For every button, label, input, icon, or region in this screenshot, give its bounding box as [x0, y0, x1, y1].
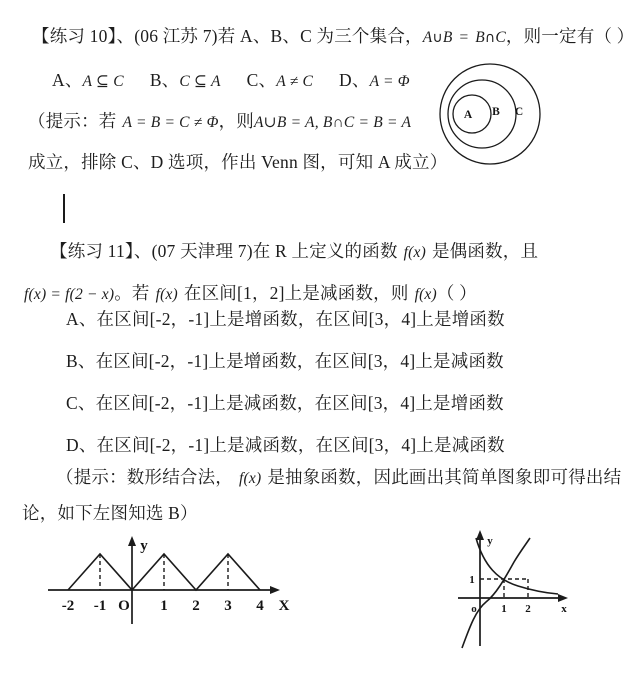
exercise11-heading-prefix: 【练习 11】、	[50, 241, 152, 261]
exercise10-stem-after: ，则一定有（ ）	[505, 26, 635, 46]
exercise10-hint-line1	[28, 113, 411, 131]
exercise11-hint-fx: f(x)	[239, 470, 262, 487]
exercise11-stem-line2-formula: f(x) = f(2 − x)	[24, 286, 115, 303]
exercise10-option-a-label: A、	[52, 70, 83, 90]
exercise11-option-d-label: D、	[66, 435, 97, 455]
exercise10-formula-a: A	[422, 29, 433, 46]
right-graph-tick-y1: 1	[469, 574, 475, 586]
right-graph-tick-x1: 1	[501, 603, 507, 615]
exercise11-option-a-label: A、	[66, 309, 97, 329]
venn-label-a: A	[463, 109, 473, 121]
intersection-operator-icon: ∩	[484, 30, 496, 46]
exercise10-hint-formula2: A∪B = A, B∩C = B = A	[253, 114, 412, 131]
exercise10-option-c-text: A ≠ C	[276, 73, 314, 90]
right-graph-tick-x2: 2	[525, 603, 531, 615]
left-graph-tick-4: 4	[256, 598, 264, 614]
left-graph-origin-label: O	[118, 598, 130, 614]
exercise10-option-b-label: B、	[149, 70, 180, 90]
right-graph-y-arrow-icon	[476, 530, 484, 540]
exercise11-option-d	[66, 437, 505, 455]
venn-circle-outer	[440, 64, 540, 164]
exercise11-option-c	[66, 395, 504, 413]
exercise11-option-d-text: 在区间[-2，-1]上是减函数，在区间[3，4]上是减函数	[96, 435, 505, 455]
right-graph-figure	[448, 522, 598, 652]
left-graph-tick-1: 1	[160, 598, 168, 614]
text-cursor-caret	[63, 194, 65, 223]
exercise11-option-a-text: 在区间[-2，-1]上是增函数，在区间[3，4]上是增函数	[96, 309, 505, 329]
left-graph-tick--1: -1	[93, 598, 107, 614]
exercise10-hint-line1-a: （提示：若	[28, 111, 117, 131]
exercise11-heading-line	[50, 243, 538, 261]
exercise10-option-d-text: A = Φ	[369, 73, 410, 90]
exercise10-option-c-label: C、	[246, 70, 277, 90]
exercise11-stem-line1-fx: f(x)	[403, 244, 426, 261]
left-graph-tick-2: 2	[192, 598, 200, 614]
exercise10-formula-c: B	[475, 29, 485, 46]
exercise11-option-b	[66, 353, 504, 371]
left-graph-y-axis-label: y	[140, 538, 148, 554]
exercise11-stem-line2-fx2: f(x)	[414, 286, 437, 303]
exercise10-hint-line1-b: ，则	[218, 111, 254, 131]
right-graph-origin-label: o	[471, 603, 477, 615]
left-graph-figure	[40, 528, 290, 628]
venn-label-c: C	[514, 106, 524, 118]
exercise11-stem-line2	[24, 285, 477, 303]
venn-label-b: B	[492, 106, 500, 118]
exercise10-formula-d: C	[495, 29, 506, 46]
right-graph-increasing-curve	[462, 538, 530, 648]
exercise10-heading-line	[32, 28, 634, 46]
exercise10-formula-eq: =	[458, 29, 470, 46]
left-graph-tick--2: -2	[61, 598, 75, 614]
exercise11-stem-line2-a: 。若	[114, 283, 150, 303]
right-graph-x-axis-label: x	[561, 603, 567, 615]
union-operator-icon: ∪	[432, 30, 443, 46]
exercise11-stem-line2-c: （ ）	[436, 283, 477, 303]
exercise11-hint-line1	[56, 469, 621, 487]
left-graph-tick-3: 3	[224, 598, 232, 614]
exercise11-stem-line2-fx: f(x)	[155, 286, 178, 303]
exercise10-hint-formula1: A = B = C ≠ Φ	[122, 114, 219, 131]
exercise11-option-c-text: 在区间[-2，-1]上是减函数，在区间[3，4]上是增函数	[95, 393, 504, 413]
left-graph-x-arrow-icon	[270, 586, 280, 594]
exercise11-stem-line1-b: 是偶函数，且	[431, 241, 539, 261]
exercise10-option-a-text: A ⊆ C	[82, 73, 124, 90]
exercise10-formula-b: B	[442, 29, 453, 46]
exercise10-options-row	[52, 72, 410, 90]
exercise11-option-a	[66, 311, 505, 329]
exercise11-stem-line2-b: 在区间[1，2]上是减函数，则	[183, 283, 409, 303]
right-graph-y-axis-label: y	[487, 535, 493, 547]
venn-diagram-figure	[434, 62, 550, 166]
left-graph-x-axis-label: X	[278, 598, 290, 614]
exercise11-hint-line1-b: 是抽象函数，因此画出其简单图象即可得出结	[267, 467, 622, 487]
exercise10-hint-line2: 成立，排除 C、D 选项，作出 Venn 图，可知 A 成立）	[28, 152, 448, 172]
exercise10-stem-before: 若 A、B、C 为三个集合，	[217, 26, 423, 46]
exercise11-option-b-label: B、	[66, 351, 96, 371]
exercise11-source: (07 天津理 7)	[151, 241, 253, 261]
exercise10-source: (06 江苏 7)	[134, 26, 218, 46]
exercise11-hint-line1-a: （提示：数形结合法，	[56, 467, 233, 487]
left-graph-y-arrow-icon	[128, 536, 136, 546]
exercise11-option-c-label: C、	[66, 393, 96, 413]
venn-circle-middle	[448, 80, 516, 148]
exercise10-option-b-text: C ⊆ A	[179, 73, 221, 90]
exercise11-option-b-text: 在区间[-2，-1]上是增函数，在区间[3，4]上是减函数	[95, 351, 504, 371]
exercise11-stem-line1-a: 在 R 上定义的函数	[252, 241, 398, 261]
right-graph-x-arrow-icon	[558, 594, 568, 602]
exercise10-heading-prefix: 【练习 10】、	[32, 26, 135, 46]
exercise11-hint-line2: 论，如下左图知选 B）	[22, 503, 198, 523]
exercise10-option-d-label: D、	[339, 70, 370, 90]
